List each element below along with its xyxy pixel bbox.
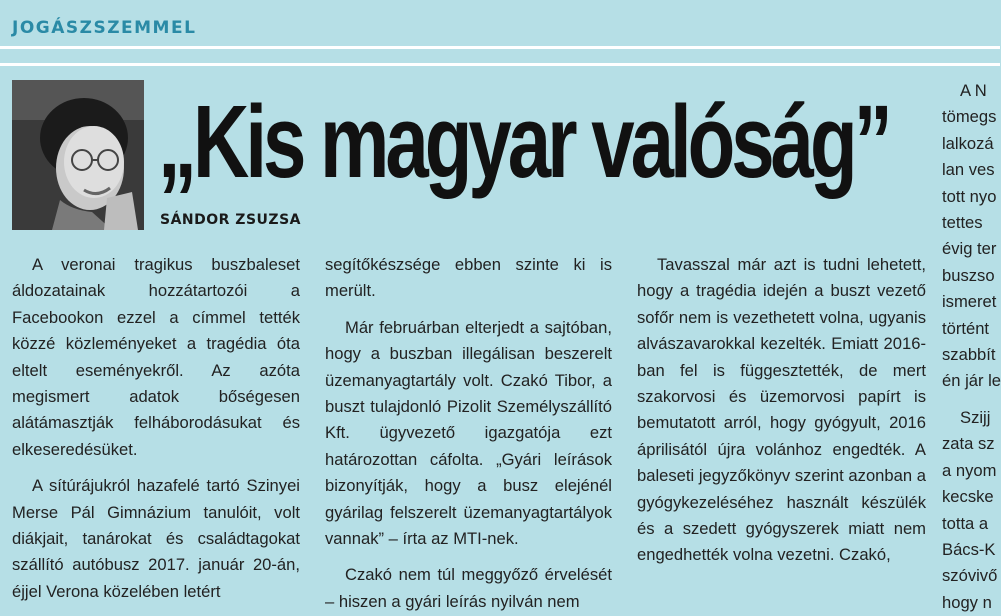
edge-line: Szijj [960,407,991,427]
edge-line: zata sz [942,434,995,454]
paragraph: Már februárban elterjedt a sajtóban, hogy a buszban illegálisan beszerelt üzemanyagtartály volt. Czakó Tibor, a buszt tulajdonló Pizolit Személyszállító Kft. ügyvezető igazgatója ezt határozottan cáfolta. „Gyári leírások bizonyítják, hogy a busz elejénél gyárilag felszerelt üzemanyagtartályok vannak” – írta az MTI-nek. [325,317,612,549]
edge-line: ismeret [942,292,997,312]
edge-line: a nyom [942,460,997,480]
article-column-2 [325,252,612,611]
paragraph: Tavasszal már azt is tudni lehetett, hogy a tragédia idején a buszt vezető sofőr nem is vezethetett volna, ugyanis alvászavarokkal kezelték. Emiatt 2016-ban fel is függesztették, de mert szakorvosi és üzemorvosi papírt is bemutatott arról, hogy gyógyult, 2016 áprilisától újra volánhoz engedték. A baleseti jegyzőkönyv szerint azonban a gyógykezeléséhez használt készülék és a szedett gyógyszerek miatt nem engedhették volna vezetni. Czakó, [637,255,926,565]
paragraph: segítőkészsége ebben szinte ki is merült. [325,255,612,301]
header-rule-top [0,46,1000,49]
edge-line: hogy n [942,592,992,612]
article-column-4-clipped [942,78,1001,612]
author-photo [12,80,144,230]
headline: „Kis magyar valóság” [158,83,889,200]
paragraph: Czakó nem túl meggyőző érvelését – hiszen a gyári leírás nyilván nem [325,565,612,611]
edge-line: évig ter [942,239,997,259]
edge-line: szabbít [942,345,996,365]
author-portrait-icon [12,80,144,230]
edge-line: totta a [942,513,989,533]
edge-line: lan ves [942,160,995,180]
author-byline: SÁNDOR ZSUZSA [160,212,301,228]
paragraph: A veronai tragikus buszbaleset áldozatainak hozzátartozói a Facebookon ezzel a címmel tették közzé közleményeket a tragédia óta eltelt eseményekről. Az azóta megismert adatok bőségesen alátámasztják felháborodásukat és elkeseredésüket. [12,255,300,459]
edge-line: buszso [942,265,995,285]
edge-line: történt [942,318,990,338]
edge-line: lalkozá [942,133,994,153]
section-label: JOGÁSZSZEMMEL [12,18,197,38]
edge-line: tott nyo [942,186,997,206]
paragraph: A sítúrájukról hazafelé tartó Szinyei Merse Pál Gimnázium tanulóit, volt diákjait, tanárokat és családtagokat szállító autóbusz 2017. január 20-án, éjjel Verona közelében letért [12,476,300,601]
header-rule-bottom [0,63,1000,66]
article-column-1 [12,252,300,601]
article-column-3 [637,252,926,572]
edge-line: kecske [942,487,994,507]
edge-line: én jár le [942,371,1001,391]
edge-line: szóvivő [942,566,998,586]
edge-line: Bács-K [942,539,996,559]
edge-line: A N [960,81,987,100]
edge-line: tettes [942,213,983,233]
edge-line: tömegs [942,107,997,127]
